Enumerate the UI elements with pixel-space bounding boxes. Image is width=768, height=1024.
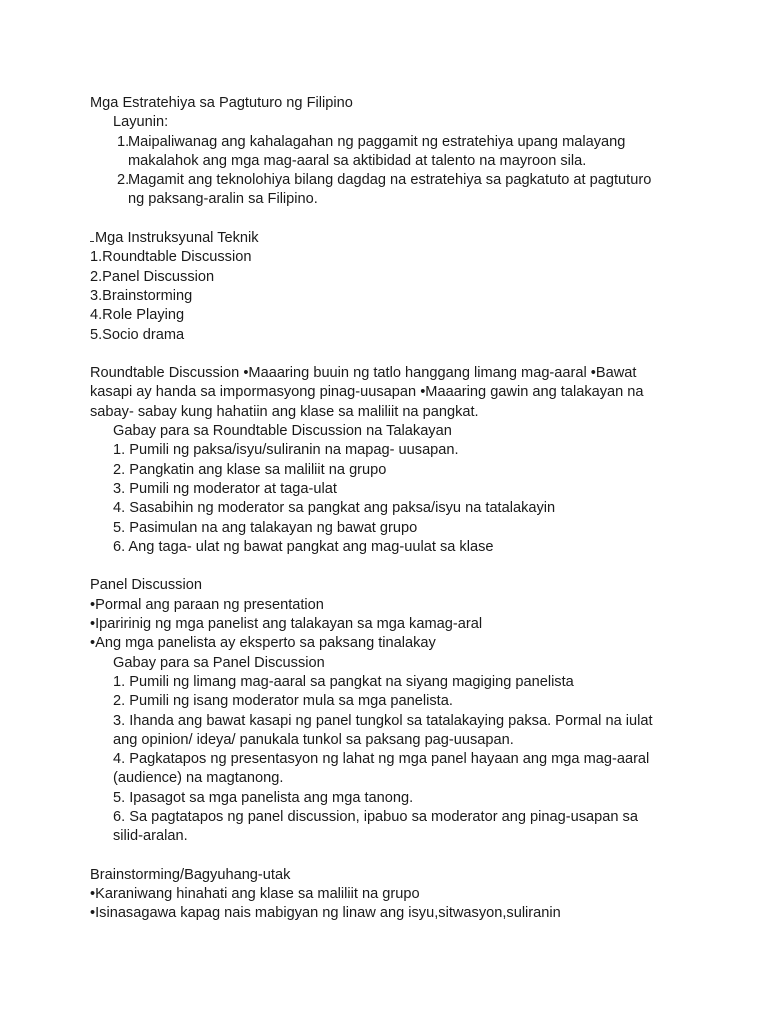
step-item: 3. Ihanda ang bawat kasapi ng panel tungkol sa tatalakaying paksa. Pormal na iulat <box>113 712 653 729</box>
section-heading: Mga Instruksyunal Teknik <box>90 229 690 248</box>
step-item: 4. Sasabihin ng moderator sa pangkat ang paksa/isyu na tatalakayin <box>113 500 556 517</box>
item-text: makalahok ang mga mag-aaral sa aktibidad at talento na mayroon sila. <box>128 152 587 169</box>
section-heading: Panel Discussion <box>90 577 202 594</box>
step-item: 5. Ipasagot sa mga panelista ang mga tanong. <box>113 789 414 806</box>
document-body <box>90 94 690 924</box>
list-item: 5.Socio drama <box>90 326 185 343</box>
bullet-item: •Iparirinig ng mga panelist ang talakayan sa mga kamag-aral <box>90 616 483 633</box>
item-text: Magamit ang teknolohiya bilang dagdag na estratehiya sa pagkatuto at pagtuturo <box>128 172 652 189</box>
step-item: 2. Pumili ng isang moderator mula sa mga panelista. <box>113 693 453 710</box>
step-item-continued: ang opinion/ ideya/ panukala tunkol sa paksang pag-uusapan. <box>113 731 514 748</box>
step-item: 2. Pangkatin ang klase sa maliliit na grupo <box>113 461 387 478</box>
item-text: ng paksang-aralin sa Filipino. <box>128 191 318 208</box>
layunin-item <box>90 133 690 172</box>
layunin-label: Layunin: <box>113 114 169 131</box>
step-item: 3. Pumili ng moderator at taga-ulat <box>113 480 337 497</box>
step-item: 4. Pagkatapos ng presentasyon ng lahat ng mga panel hayaan ang mga mag-aaral <box>113 751 650 768</box>
step-item: 5. Pasimulan na ang talakayan ng bawat grupo <box>113 519 418 536</box>
list-item: 3.Brainstorming <box>90 287 193 304</box>
paragraph-line: sabay- sabay kung hahatiin ang klase sa maliliit na pangkat. <box>90 403 479 420</box>
bullet-item: •Ang mga panelista ay eksperto sa paksang tinalakay <box>90 635 436 652</box>
gabay-title: Gabay para sa Panel Discussion <box>113 654 325 671</box>
section-heading: Brainstorming/Bagyuhang-utak <box>90 866 291 883</box>
item-number: 1. <box>117 133 130 150</box>
bullet-item: •Karaniwang hinahati ang klase sa maliliit na grupo <box>90 886 420 903</box>
document-title: Mga Estratehiya sa Pagtuturo ng Filipino <box>90 95 353 111</box>
underline-mark <box>90 241 94 242</box>
step-item: 6. Ang taga- ulat ng bawat pangkat ang mag-uulat sa klase <box>113 538 494 555</box>
layunin-item <box>90 171 690 210</box>
bullet-item: •Pormal ang paraan ng presentation <box>90 596 324 613</box>
bullet-item: •Isinasagawa kapag nais mabigyan ng linaw ang isyu,sitwasyon,suliranin <box>90 905 561 922</box>
item-text: Maipaliwanag ang kahalagahan ng paggamit ng estratehiya upang malayang <box>128 133 626 150</box>
step-item-continued: silid-aralan. <box>113 828 188 845</box>
item-number: 2. <box>117 172 130 189</box>
step-item: 6. Sa pagtatapos ng panel discussion, ipabuo sa moderator ang pinag-usapan sa <box>113 808 638 825</box>
paragraph-line: Roundtable Discussion •Maaaring buuin ng tatlo hanggang limang mag-aaral •Bawat <box>90 365 637 382</box>
list-item: 2.Panel Discussion <box>90 268 215 285</box>
step-item: 1. Pumili ng limang mag-aaral sa pangkat na siyang magiging panelista <box>113 673 574 690</box>
gabay-title: Gabay para sa Roundtable Discussion na Talakayan <box>113 423 452 440</box>
list-item: 1.Roundtable Discussion <box>90 249 252 266</box>
paragraph-line: kasapi ay handa sa impormasyong pinag-uusapan •Maaaring gawin ang talakayan na <box>90 384 644 401</box>
list-item: 4.Role Playing <box>90 307 185 324</box>
step-item-continued: (audience) na magtanong. <box>113 770 284 787</box>
step-item: 1. Pumili ng paksa/isyu/suliranin na mapag- uusapan. <box>113 442 459 459</box>
